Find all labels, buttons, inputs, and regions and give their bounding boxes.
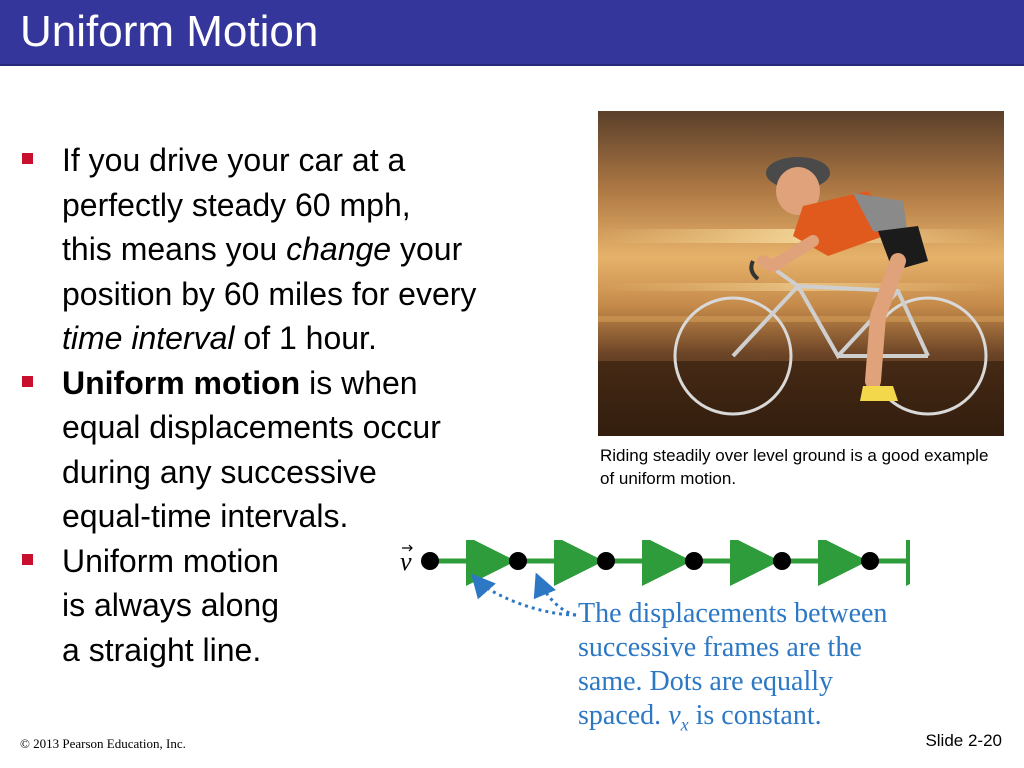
bullet-marker-icon xyxy=(22,376,33,387)
title-bar xyxy=(0,0,1024,66)
annotation-line-2: successive frames are the xyxy=(578,632,862,663)
annotation-line-4 xyxy=(578,699,938,742)
annotation-pointer-2 xyxy=(538,578,576,615)
velocity-vector-label: v xyxy=(400,547,412,576)
diagram-annotation xyxy=(578,597,938,742)
position-dot xyxy=(685,552,703,570)
copyright-notice: © 2013 Pearson Education, Inc. xyxy=(20,736,186,751)
position-dot xyxy=(597,552,615,570)
bullet-2-bold-term: Uniform motion xyxy=(62,364,301,401)
bullet-1-line-2: perfectly steady 60 mph, xyxy=(62,186,411,223)
annotation-line-3: same. Dots are equally xyxy=(578,666,834,697)
position-dot xyxy=(509,552,527,570)
bullet-2-line-4: equal-time intervals. xyxy=(62,498,349,534)
position-dot xyxy=(861,552,879,570)
cyclist-photo-illustration xyxy=(598,111,1004,436)
cyclist-photo xyxy=(598,111,1004,436)
bullet-1-line-3-a: this means you xyxy=(62,231,287,267)
bullet-1-line-5 xyxy=(62,316,562,361)
bullet-3-line-2: is always along xyxy=(62,587,279,623)
bullet-2-line-3: during any successive xyxy=(62,453,377,490)
bullet-2 xyxy=(22,361,562,539)
annotation-line-4-b: is constant. xyxy=(688,700,822,731)
bullet-marker-icon xyxy=(22,153,33,164)
annotation-line-4-a: spaced. xyxy=(578,700,669,731)
photo-caption: Riding steadily over level ground is a good example of uniform motion. xyxy=(600,446,989,488)
bullet-1-emphasis-time-interval: time interval xyxy=(62,320,235,356)
slide-number: Slide 2-20 xyxy=(925,731,1002,750)
bullet-2-line-1-rest: is when xyxy=(300,364,418,401)
bullet-1-line-3 xyxy=(62,227,562,272)
bullet-3-line-1: Uniform motion xyxy=(62,542,279,579)
bullet-1-line-1: If you drive your car at a xyxy=(62,142,406,178)
bullet-1-line-4: position by 60 miles for every xyxy=(62,275,477,312)
position-dot xyxy=(421,552,439,570)
bullet-1-line-3-c: your xyxy=(391,231,463,267)
bullet-1-line-5-b: of 1 hour. xyxy=(234,320,377,356)
position-dot xyxy=(773,552,791,570)
bullet-marker-icon xyxy=(22,554,33,565)
bullet-1-emphasis-change: change xyxy=(286,231,392,267)
bullet-2-line-1 xyxy=(62,361,562,406)
bullet-3-line-3: a straight line. xyxy=(62,631,262,668)
annotation-vx-subscript: x xyxy=(680,714,689,735)
bullet-1 xyxy=(22,138,562,361)
bullet-2-line-2: equal displacements occur xyxy=(62,409,441,445)
annotation-line-1: The displacements between xyxy=(578,598,888,629)
annotation-vx: v xyxy=(668,700,681,731)
slide-title: Uniform Motion xyxy=(20,7,319,56)
